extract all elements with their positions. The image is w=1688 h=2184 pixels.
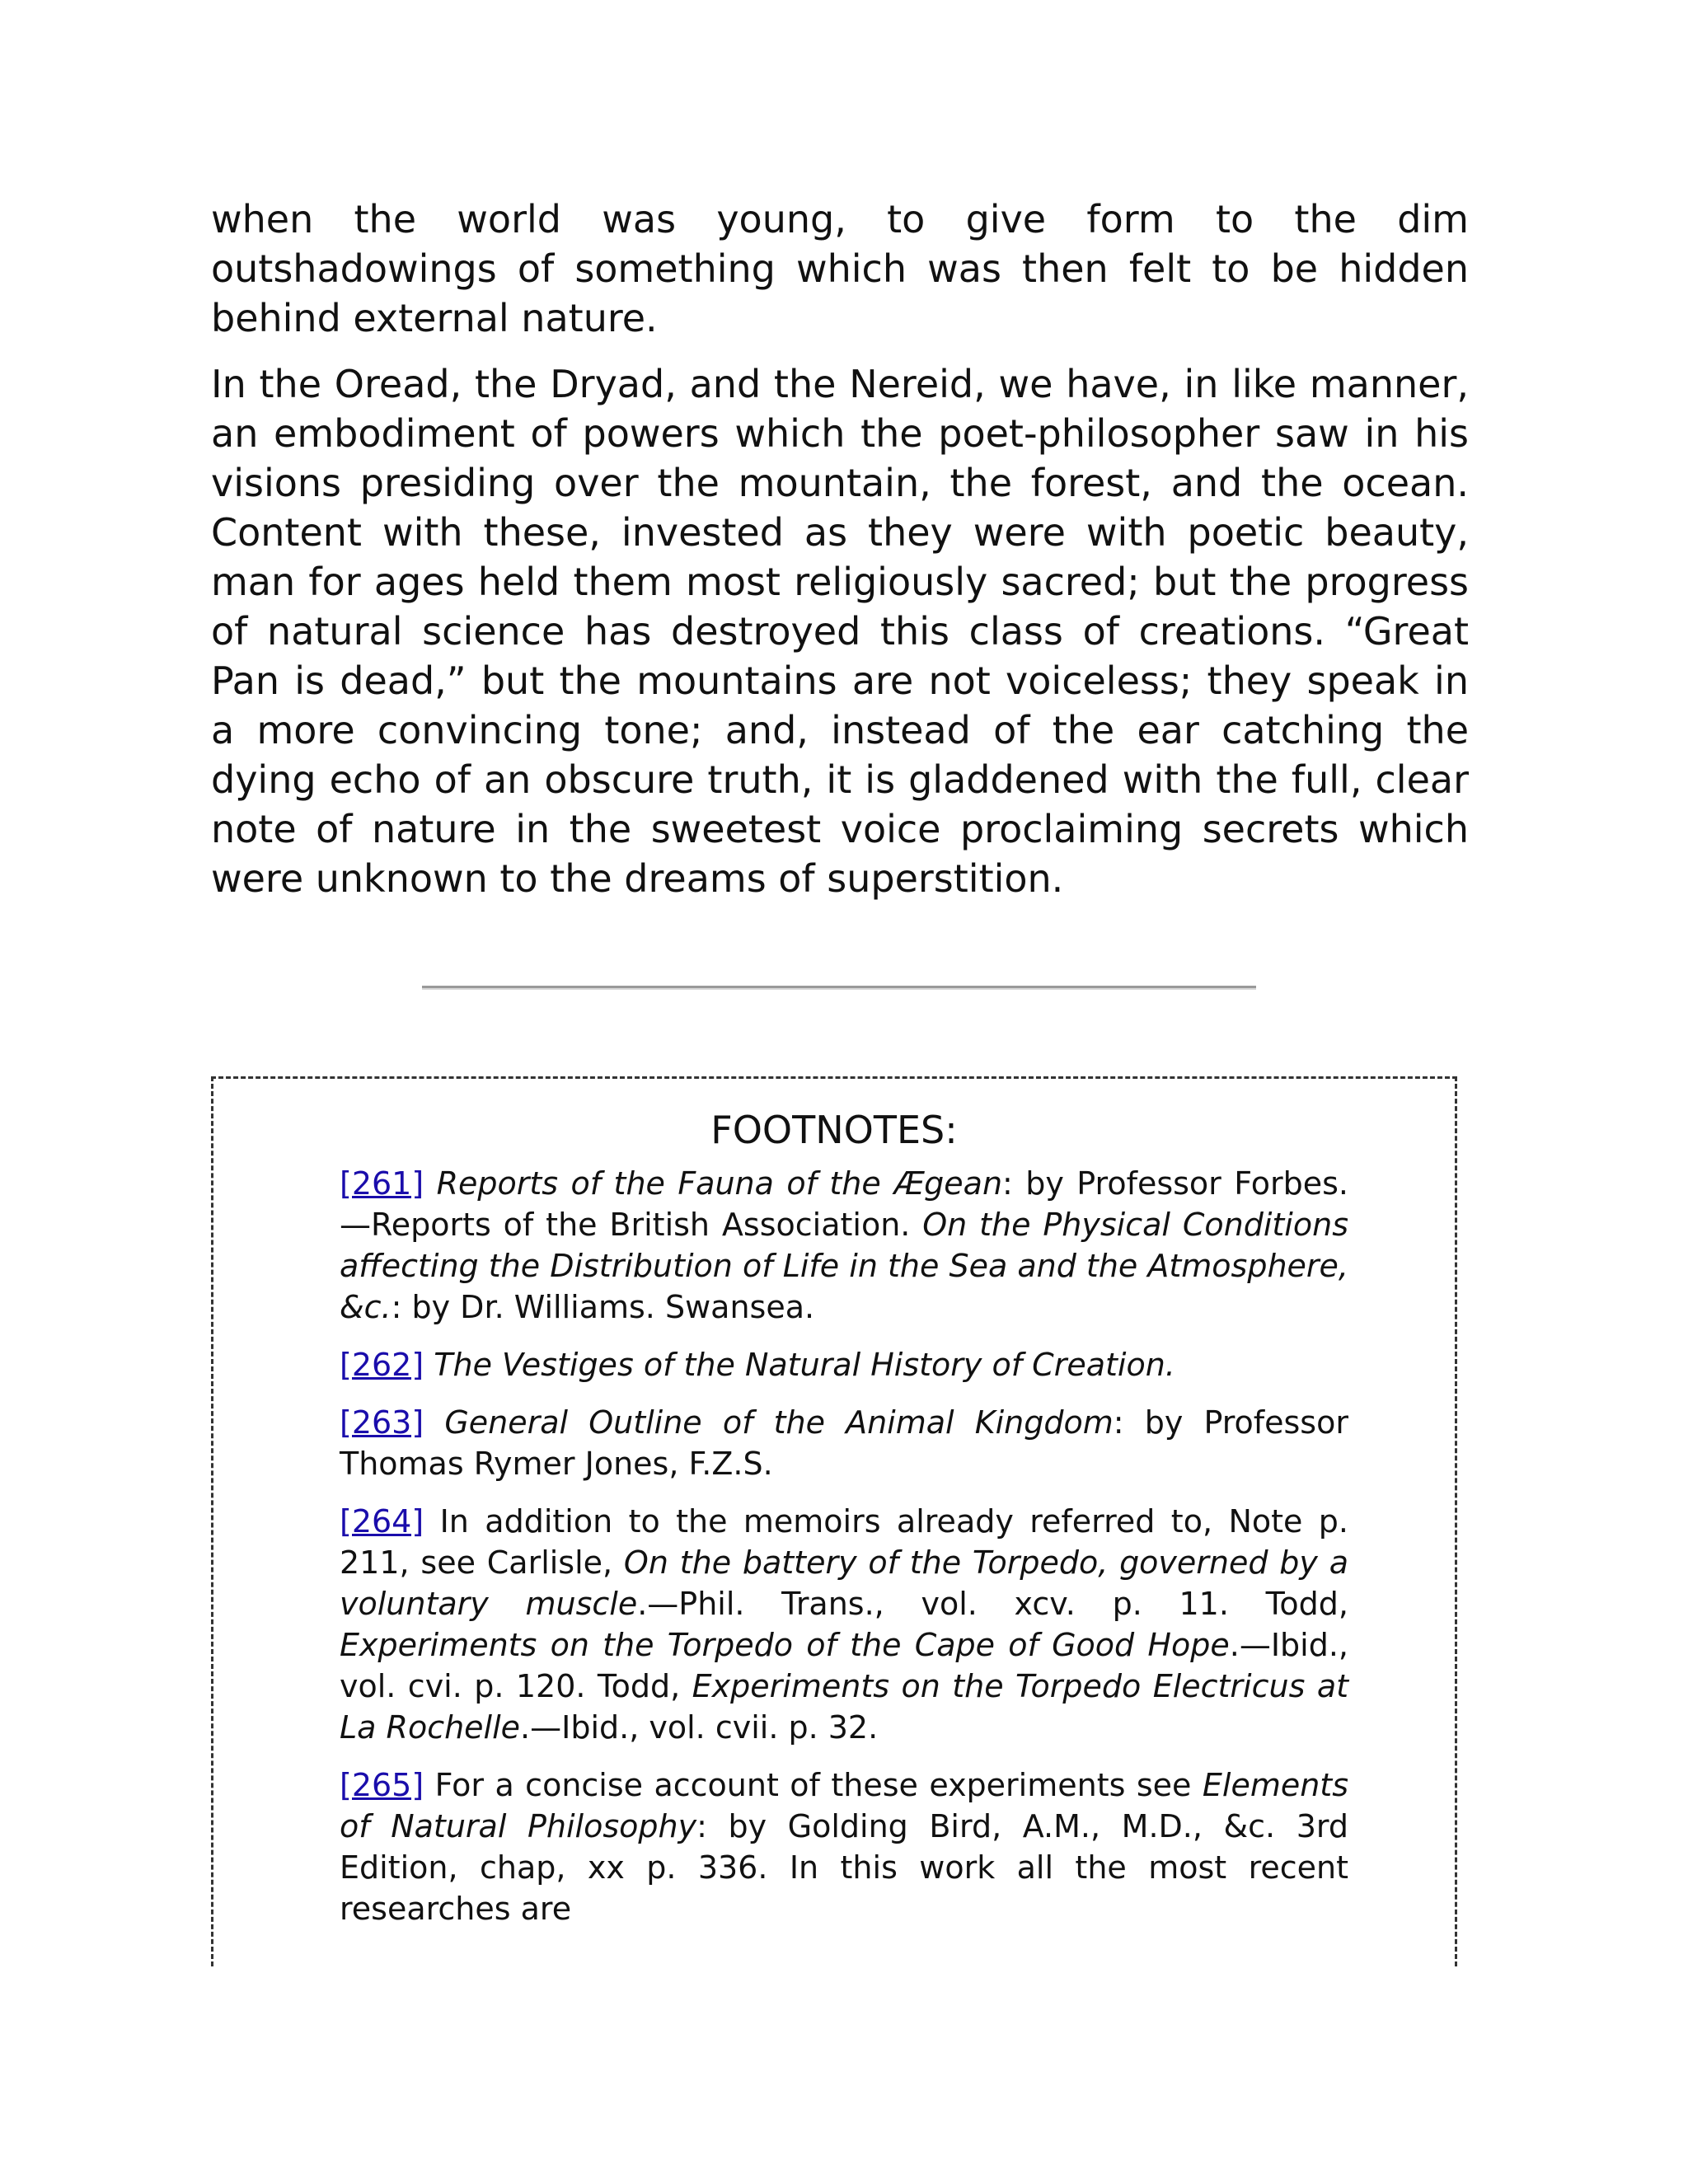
footnotes-heading: FOOTNOTES: xyxy=(710,1108,958,1152)
footnote-item xyxy=(340,1402,1348,1484)
body-text xyxy=(211,194,1469,920)
footnote-title-text: General Outline of the Animal Kingdom xyxy=(444,1404,1114,1441)
footnote-text: For a concise account of these experiments see xyxy=(424,1767,1203,1803)
footnote-title-text: Experiments on the Torpedo of the Cape of Good Hope xyxy=(340,1627,1230,1663)
footnote-text: : by Golding Bird, A.M., M.D., &c. 3rd Edition, chap, xx p. 336. In this work all the most recent researches are xyxy=(340,1808,1348,1927)
paragraph: when the world was young, to give form to the dim outshadowings of something which was then felt to be hidden behind external nature. xyxy=(211,197,1469,340)
footnotes-list xyxy=(340,1163,1348,1929)
footnote-title-text: On the battery of the Torpedo, governed by a voluntary muscle xyxy=(340,1544,1348,1622)
footnote-ref-link[interactable]: [262] xyxy=(340,1347,424,1383)
footnotes-section xyxy=(211,1076,1457,1966)
footnote-item xyxy=(340,1163,1348,1328)
footnote-text xyxy=(424,1165,436,1202)
footnote-text: : by Professor Thomas Rymer Jones, F.Z.S. xyxy=(340,1404,1348,1482)
footnote-title-text: Reports of the Fauna of the Ægean xyxy=(436,1165,1003,1202)
footnote-text: In addition to the memoirs already referred to, Note p. 211, see Carlisle, xyxy=(340,1503,1348,1581)
footnote-ref-link[interactable]: [264] xyxy=(340,1503,424,1540)
footnote-title-text: On the Physical Conditions affecting the Distribution of Life in the Sea and the Atmosphere, &c. xyxy=(340,1207,1348,1325)
footnote-text: .—Ibid., vol. cvi. p. 120. Todd, xyxy=(340,1627,1348,1704)
footnote-item xyxy=(340,1765,1348,1929)
footnote-text: .—Ibid., vol. cvii. p. 32. xyxy=(520,1709,879,1746)
section-divider xyxy=(422,986,1256,990)
footnote-title-text: The Vestiges of the Natural History of Creation. xyxy=(434,1347,1175,1383)
footnote-text: : by Professor Forbes.—Reports of the British Association. xyxy=(340,1165,1348,1243)
footnote-ref-link[interactable]: [263] xyxy=(340,1404,424,1441)
footnote-ref-link[interactable]: [261] xyxy=(340,1165,424,1202)
footnote-title-text: Experiments on the Torpedo Electricus at La Rochelle xyxy=(340,1668,1348,1746)
footnote-text xyxy=(424,1347,434,1383)
footnote-title-text: Elements of Natural Philosophy xyxy=(340,1767,1348,1844)
footnote-text xyxy=(424,1404,444,1441)
footnote-text: .—Phil. Trans., vol. xcv. p. 11. Todd, xyxy=(637,1586,1348,1622)
footnote-ref-link[interactable]: [265] xyxy=(340,1767,424,1803)
paragraph: In the Oread, the Dryad, and the Nereid, we have, in like manner, an embodiment of powers which the poet-philosopher saw in his visions presiding over the mountain, the forest, and the ocean. Content with these, invested as they were with poetic beauty, man for ages held them most religiously sacred; but the progress of natural science has destroyed this class of creations. “Great Pan is dead,” but the mountains are not voiceless; they speak in a more convincing tone; and, instead of the ear catching the dying echo of an obscure truth, it is gladdened with the full, clear note of nature in the sweetest voice proclaiming secrets which were unknown to the dreams of superstition. xyxy=(211,362,1469,901)
footnote-text: : by Dr. Williams. Swansea. xyxy=(391,1289,815,1325)
footnote-item xyxy=(340,1501,1348,1748)
footnote-item xyxy=(340,1344,1348,1385)
